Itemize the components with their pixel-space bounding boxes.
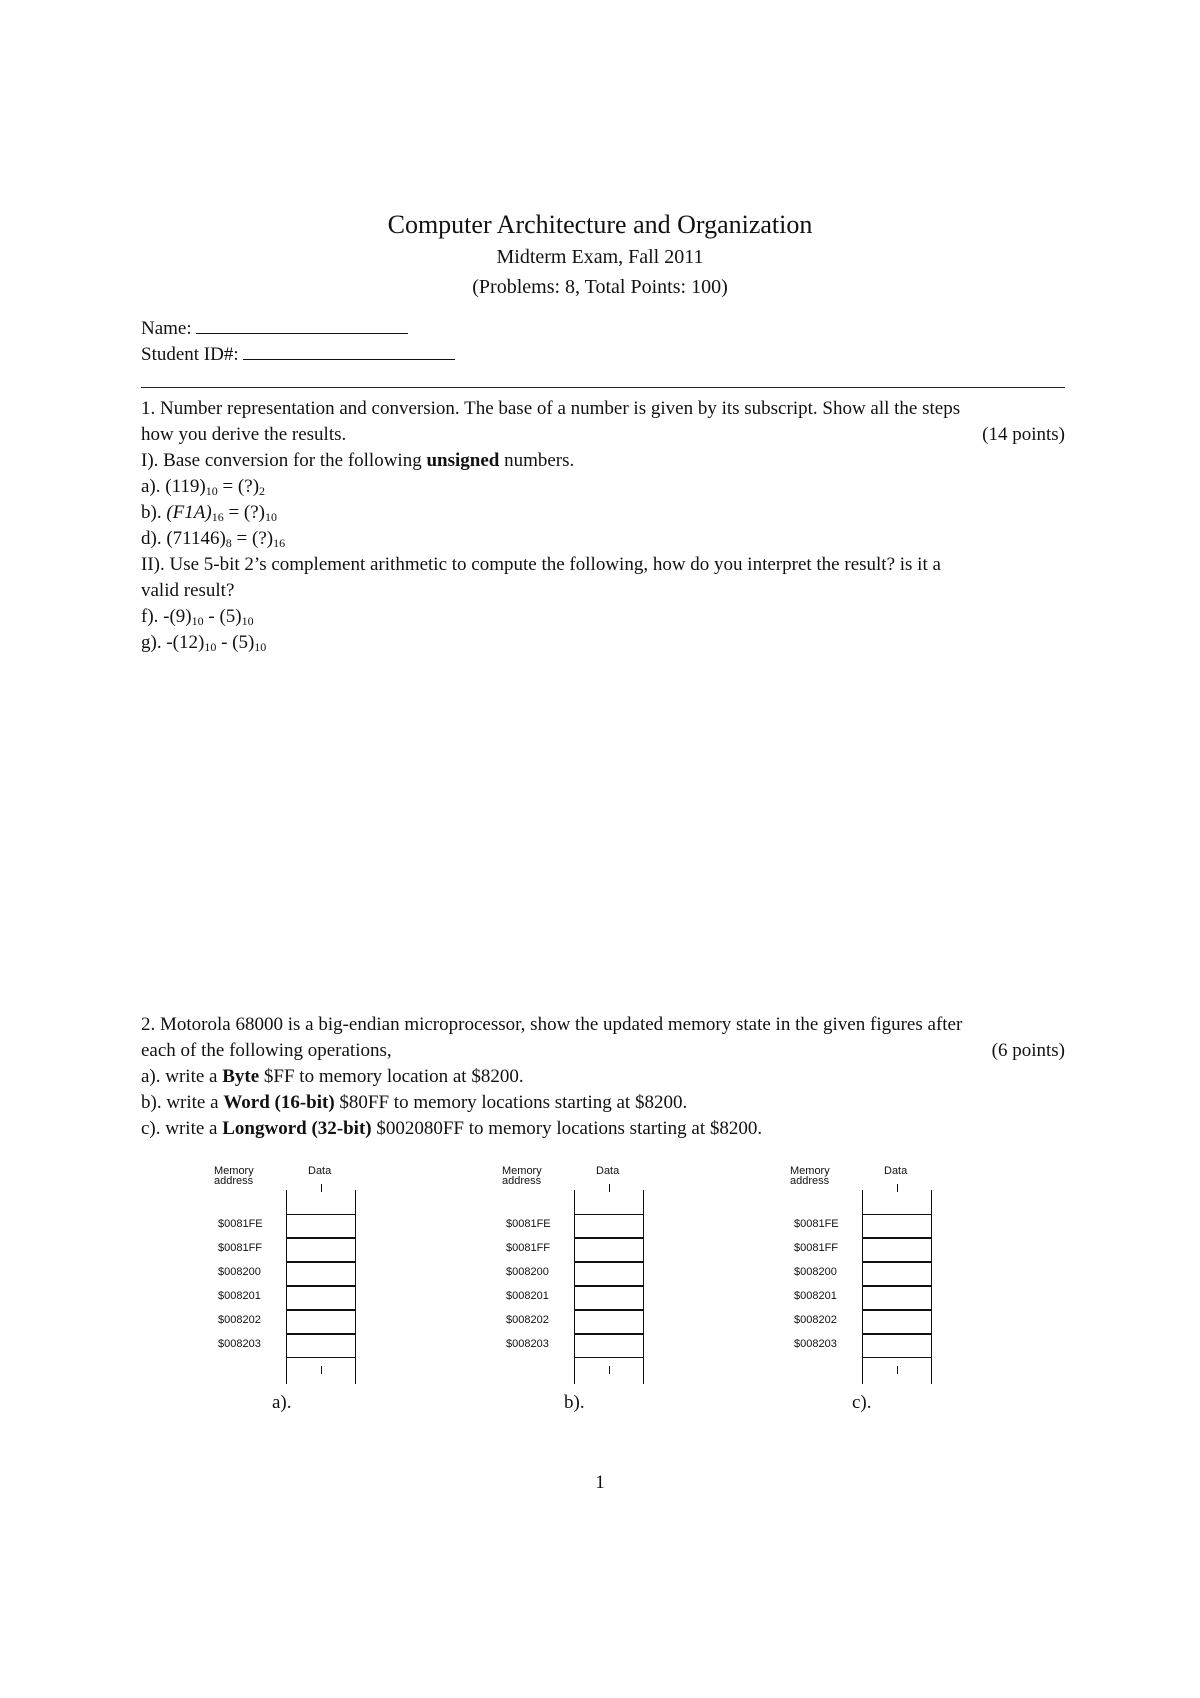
memory-cell[interactable] xyxy=(286,1334,356,1358)
page-number: 1 xyxy=(595,1472,605,1493)
data-label: Data xyxy=(596,1165,620,1177)
column-right-edge-bottom xyxy=(643,1358,644,1384)
address-label: address xyxy=(790,1175,830,1187)
memory-cell[interactable] xyxy=(574,1310,644,1334)
address-2: $008200 xyxy=(794,1266,837,1278)
memory-cell[interactable] xyxy=(286,1214,356,1238)
column-left-edge-bottom xyxy=(862,1358,863,1384)
memory-cell[interactable] xyxy=(286,1238,356,1262)
item-label: g). xyxy=(141,632,167,653)
item-label: f). xyxy=(141,606,164,627)
memory-cell[interactable] xyxy=(862,1286,932,1310)
op-prefix: c). write a xyxy=(141,1118,223,1139)
problem1-part1 xyxy=(141,450,574,472)
column-left-edge-top xyxy=(574,1190,575,1214)
problem2-intro-line2: each of the following operations, xyxy=(141,1040,392,1061)
column-ellipsis-top xyxy=(609,1184,610,1192)
item-label: a). xyxy=(141,476,166,497)
problem1-a xyxy=(141,476,265,502)
student-id-field xyxy=(141,344,455,366)
data-label: Data xyxy=(308,1165,332,1177)
item-label: b). xyxy=(141,502,167,523)
memory-cell[interactable] xyxy=(574,1214,644,1238)
address-2: $008200 xyxy=(506,1266,549,1278)
address-label: address xyxy=(502,1175,542,1187)
item-equals: = (?) xyxy=(223,502,266,523)
memory-cell[interactable] xyxy=(286,1286,356,1310)
column-ellipsis-bottom xyxy=(897,1366,898,1374)
column-right-edge-top xyxy=(355,1190,356,1214)
problem1-points: (14 points) xyxy=(982,424,1065,445)
student-id-blank[interactable] xyxy=(243,345,455,360)
item-number: (F1A) xyxy=(166,502,212,523)
divider xyxy=(141,387,1065,388)
op-prefix: a). write a xyxy=(141,1066,223,1087)
address-3: $008201 xyxy=(218,1290,261,1302)
op-suffix: $80FF to memory locations starting at $8200. xyxy=(334,1092,688,1113)
column-right-edge-top xyxy=(931,1190,932,1214)
column-left-edge-bottom xyxy=(574,1358,575,1384)
problem1-intro-line1: 1. Number representation and conversion. The base of a number is given by its subscript. Show all the steps xyxy=(141,398,961,419)
memory-cell[interactable] xyxy=(286,1310,356,1334)
op-size: Word (16-bit) xyxy=(223,1092,335,1113)
item-equals: = (?) xyxy=(217,476,260,497)
item-target-base: 2 xyxy=(259,484,266,498)
item-base: 10 xyxy=(205,484,218,498)
item-operator: - (5) xyxy=(216,632,255,653)
problem1-d xyxy=(141,528,285,554)
address-0: $0081FE xyxy=(506,1218,551,1230)
memory-cell[interactable] xyxy=(574,1286,644,1310)
memory-cell[interactable] xyxy=(862,1238,932,1262)
address-5: $008203 xyxy=(506,1338,549,1350)
data-label: Data xyxy=(884,1165,908,1177)
op-prefix: b). write a xyxy=(141,1092,224,1113)
problem2-intro-line1: 2. Motorola 68000 is a big-endian microprocessor, show the updated memory state in the given figures after xyxy=(141,1014,963,1035)
memory-cell[interactable] xyxy=(286,1262,356,1286)
page-title: Computer Architecture and Organization xyxy=(387,210,813,239)
op-size: Byte xyxy=(222,1066,260,1087)
column-right-edge-bottom xyxy=(931,1358,932,1384)
memory-label: Memory xyxy=(214,1165,254,1177)
address-1: $0081FF xyxy=(506,1242,551,1254)
item-operator: - (5) xyxy=(203,606,242,627)
name-blank[interactable] xyxy=(196,319,408,334)
address-0: $0081FE xyxy=(794,1218,839,1230)
op-size: Longword (32-bit) xyxy=(222,1118,372,1139)
exam-subtitle: Midterm Exam, Fall 2011 xyxy=(496,246,704,268)
address-4: $008202 xyxy=(506,1314,549,1326)
name-label: Name: xyxy=(141,318,192,339)
memory-cell[interactable] xyxy=(574,1334,644,1358)
op-suffix: $002080FF to memory locations starting at $8200. xyxy=(371,1118,763,1139)
problem1-f xyxy=(141,606,254,632)
column-right-edge-bottom xyxy=(355,1358,356,1384)
item-number: -(9) xyxy=(163,606,192,627)
part1-prefix: I). Base conversion for the following xyxy=(141,450,427,471)
address-4: $008202 xyxy=(794,1314,837,1326)
item-base: 10 xyxy=(204,640,217,654)
item-number: (119) xyxy=(165,476,206,497)
memory-cell[interactable] xyxy=(574,1262,644,1286)
column-ellipsis-top xyxy=(897,1184,898,1192)
address-3: $008201 xyxy=(794,1290,837,1302)
diagram-caption: b). xyxy=(564,1392,585,1413)
item-equals: = (?) xyxy=(231,528,274,549)
memory-cell[interactable] xyxy=(574,1238,644,1262)
student-id-label: Student ID#: xyxy=(141,344,239,365)
address-2: $008200 xyxy=(218,1266,261,1278)
item-number: (71146) xyxy=(166,528,226,549)
memory-cell[interactable] xyxy=(862,1262,932,1286)
address-3: $008201 xyxy=(506,1290,549,1302)
diagram-caption: c). xyxy=(852,1392,872,1413)
problem2-b xyxy=(141,1092,687,1114)
address-1: $0081FF xyxy=(794,1242,839,1254)
problem2-c xyxy=(141,1118,762,1140)
problem2-a xyxy=(141,1066,524,1088)
problem1-part2-line1: II). Use 5-bit 2’s complement arithmetic to compute the following, how do you interpret the result? is it a xyxy=(141,554,941,575)
item-base: 10 xyxy=(241,614,254,628)
problem1-part2-line2: valid result? xyxy=(141,580,235,601)
problem1-intro-line2: how you derive the results. xyxy=(141,424,347,445)
column-left-edge-top xyxy=(286,1190,287,1214)
part1-bold: unsigned xyxy=(426,450,500,471)
memory-cell[interactable] xyxy=(862,1310,932,1334)
address-5: $008203 xyxy=(794,1338,837,1350)
problem1-b xyxy=(141,502,277,528)
address-0: $0081FE xyxy=(218,1218,263,1230)
item-base: 10 xyxy=(191,614,204,628)
exam-summary: (Problems: 8, Total Points: 100) xyxy=(472,276,728,298)
item-base: 10 xyxy=(254,640,267,654)
column-left-edge-bottom xyxy=(286,1358,287,1384)
item-base: 8 xyxy=(225,536,232,550)
op-suffix: $FF to memory location at $8200. xyxy=(259,1066,524,1087)
item-base: 16 xyxy=(211,510,224,524)
item-label: d). xyxy=(141,528,167,549)
column-left-edge-top xyxy=(862,1190,863,1214)
name-field xyxy=(141,318,408,340)
problem2-points: (6 points) xyxy=(991,1040,1065,1061)
address-label: address xyxy=(214,1175,254,1187)
item-target-base: 10 xyxy=(265,510,278,524)
memory-cell[interactable] xyxy=(862,1334,932,1358)
column-ellipsis-top xyxy=(321,1184,322,1192)
memory-label: Memory xyxy=(502,1165,542,1177)
column-ellipsis-bottom xyxy=(609,1366,610,1374)
problem1-g xyxy=(141,632,266,658)
item-target-base: 16 xyxy=(273,536,286,550)
diagram-caption: a). xyxy=(272,1392,292,1413)
address-5: $008203 xyxy=(218,1338,261,1350)
address-1: $0081FF xyxy=(218,1242,263,1254)
item-number: -(12) xyxy=(166,632,205,653)
memory-cell[interactable] xyxy=(862,1214,932,1238)
column-ellipsis-bottom xyxy=(321,1366,322,1374)
memory-label: Memory xyxy=(790,1165,830,1177)
part1-suffix: numbers. xyxy=(499,450,575,471)
address-4: $008202 xyxy=(218,1314,261,1326)
column-right-edge-top xyxy=(643,1190,644,1214)
